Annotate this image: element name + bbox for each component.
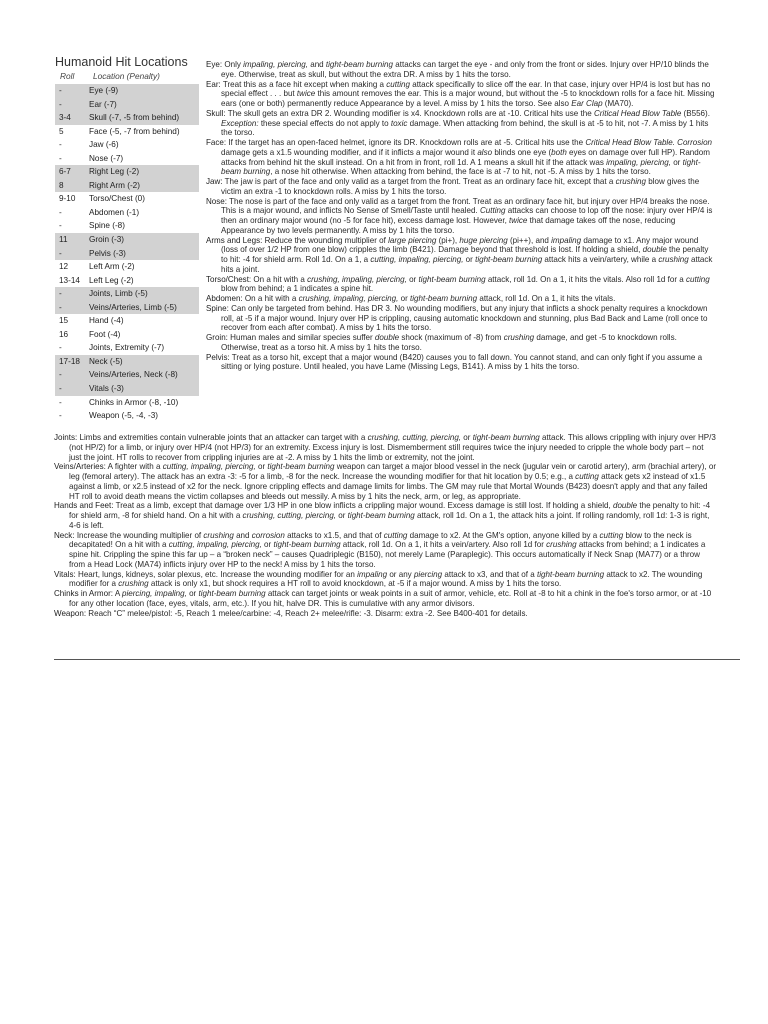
- roll-cell: -: [59, 99, 62, 109]
- table-row: [55, 165, 199, 179]
- entry-term: Hands and Feet:: [54, 501, 114, 511]
- location-cell: Jaw (-6): [89, 140, 119, 150]
- entry-body: Limbs and extremities contain vulnerable joints that an attacker can target with a crushing, cutting, piercing, or tight-beam burning attack. This allows crippling with injury over HP/3 (not HP/2) for a limb, or injury over HP/4 (not HP/3) for an extremity. Excess injury is lost. Dismemberment still requires twice the injury needed to cripple the whole body part – not just the joint. HT rolls to recover from crippling injuries are at -2. A miss by 1 hits the limb or extremity, not the joint.: [69, 433, 716, 462]
- entry-body: Reach “C” melee/pistol: -5, Reach 1 melee/carbine: -4, Reach 2+ melee/rifle: -3. Disarm: extra -2. See B400-401 for details.: [86, 608, 528, 618]
- location-cell: Veins/Arteries, Limb (-5): [89, 302, 177, 312]
- right-column-text: [206, 60, 716, 372]
- table-row: [55, 274, 199, 288]
- entry-term: Weapon:: [54, 608, 87, 618]
- entry-paragraph: [54, 609, 717, 619]
- location-cell: Abdomen (-1): [89, 207, 140, 217]
- entry-body: On a hit with a crushing, impaling, piercing, or tight-beam burning attack, roll 1d. On a 1, it hits the vitals. Also roll 1d for a cutting blow from behind; a 1 indicates a spine hit.: [221, 274, 710, 294]
- entry-paragraph: [54, 433, 717, 462]
- location-cell: Foot (-4): [89, 329, 121, 339]
- roll-cell: -: [59, 397, 62, 407]
- table-row: [55, 409, 199, 423]
- roll-cell: -: [59, 343, 62, 353]
- roll-cell: 6-7: [59, 167, 71, 177]
- roll-cell: -: [59, 248, 62, 258]
- roll-cell: 3-4: [59, 113, 71, 123]
- location-cell: Left Arm (-2): [89, 262, 135, 272]
- entry-paragraph: [206, 177, 716, 197]
- entry-body: Treat as a torso hit, except that a major wound (B420) causes you to fall down. You cannot stand, and can only fight if you assume a sitting or lying posture. Until healed, you have Lame (Missing Legs, B141). A miss by 1 hits the torso.: [221, 352, 703, 372]
- roll-cell: 15: [59, 316, 69, 326]
- entry-paragraph: [206, 60, 716, 80]
- table-row: [55, 192, 199, 206]
- table-row: [55, 287, 199, 301]
- entry-term: Chinks in Armor:: [54, 589, 114, 598]
- location-cell: Joints, Extremity (-7): [89, 343, 165, 353]
- entry-body: Heart, lungs, kidneys, solar plexus, etc. Increase the wounding modifier for an impaling or any piercing attack to x3, and that of a tight-beam burning attack to x2. The wounding modifier for a crushing attack is only x1, but shock requires a HT roll to avoid knockdown, at -5 if a major wound. A miss by 1 hits the torso.: [69, 569, 703, 589]
- roll-cell: 12: [59, 262, 69, 272]
- entry-body: Treat as a limb, except that damage over 1/3 HP in one blow inflicts a crippling major wound. Excess damage is still lost. If holding a shield, double the penalty to hit: -4 for shield arm, -8 for shield hand. On a hit with a crushing, cutting, piercing, or tight-beam burning attack, roll 1d. On a 1, the attack hits a joint. If rolling randomly, roll 1d: 1-3 is right, 4-6 is left.: [69, 501, 711, 530]
- location-cell: Skull (-7, -5 from behind): [89, 113, 180, 123]
- entry-term: Nose:: [206, 196, 228, 206]
- entry-paragraph: [54, 531, 717, 570]
- roll-cell: -: [59, 86, 62, 95]
- entry-paragraph: [206, 197, 716, 236]
- table-title: Humanoid Hit Locations: [55, 55, 188, 69]
- entry-term: Vitals:: [54, 569, 76, 579]
- table-row: [55, 233, 199, 247]
- entry-term: Arms and Legs:: [206, 235, 263, 245]
- entry-body: Only impaling, piercing, and tight-beam burning attacks can target the eye - and only from the front or sides. Injury over HP/10 blinds the eye. Otherwise, treat as skull, but without the extra DR. A miss by 1 hits the torso.: [221, 60, 709, 79]
- entry-body: A fighter with a cutting, impaling, piercing, or tight-beam burning weapon can target a major blood vessel in the neck (jugular vein or carotid artery), arm (brachial artery), or leg (femoral artery). The attack has an extra -3: -5 for a limb, -8 for the neck. Increase the wounding modifier for that hit location by 0.5; e.g., a cutting attack gets x2 instead of x1.5 against a limb, or x2.5 instead of x2 for the neck. Ignore crippling effects and damage limits for limbs. The GM may rule that Mortal Wounds (B423) doesn't apply and that any failed HT roll to avoid death means the victim collapses and bleeds out messily. A miss by 1 hits the neck, arm, or leg, as appropriate.: [69, 462, 717, 501]
- entry-term: Abdomen:: [206, 294, 243, 303]
- entry-paragraph: [206, 80, 716, 109]
- roll-cell: -: [59, 207, 62, 217]
- location-cell: Veins/Arteries, Neck (-8): [89, 370, 178, 380]
- entry-paragraph: [54, 462, 717, 501]
- roll-cell: 9-10: [59, 194, 76, 204]
- roll-cell: 17-18: [59, 356, 80, 366]
- location-cell: Spine (-8): [89, 221, 125, 231]
- entry-term: Eye:: [206, 60, 223, 69]
- location-cell: Left Leg (-2): [89, 275, 134, 285]
- location-cell: Neck (-5): [89, 356, 123, 366]
- table-row: [55, 382, 199, 396]
- table-row: [55, 260, 199, 274]
- roll-cell: -: [59, 302, 62, 312]
- entry-paragraph: [206, 304, 716, 333]
- roll-cell: 13-14: [59, 275, 80, 285]
- location-cell: Joints, Limb (-5): [89, 289, 148, 299]
- entry-body: Treat this as a face hit except when making a cutting attack specifically to slice off the ear. In that case, injury over HP/4 is lost but has no special effect . . . but twice this amount removes the ear. This is a major wound, but without the -5 to knockdown rolls for a face hit. Missing ears (one or both) permanently reduce Appearance by a level. A miss by 1 hits the torso. See also Ear Clap (MA70).: [220, 79, 715, 108]
- table-row: [55, 247, 199, 261]
- table-row: [55, 328, 199, 342]
- location-cell: Torso/Chest (0): [89, 194, 145, 204]
- roll-cell: 8: [59, 180, 64, 190]
- entry-paragraph: [54, 570, 717, 590]
- table-row: [55, 368, 199, 382]
- location-cell: Vitals (-3): [89, 384, 124, 394]
- entry-term: Veins/Arteries:: [54, 462, 106, 472]
- roll-cell: -: [59, 140, 62, 150]
- table-body: [55, 84, 199, 423]
- roll-cell: -: [59, 153, 62, 163]
- roll-cell: -: [59, 221, 62, 231]
- entry-paragraph: [206, 236, 716, 275]
- entry-paragraph: [54, 589, 717, 609]
- entry-term: Ear:: [206, 79, 221, 89]
- entry-term: Neck:: [54, 530, 75, 540]
- location-cell: Groin (-3): [89, 235, 125, 245]
- table-row: [55, 152, 199, 166]
- location-cell: Right Leg (-2): [89, 167, 140, 177]
- roll-cell: -: [59, 411, 62, 421]
- location-cell: Ear (-7): [89, 99, 117, 109]
- table-row: [55, 341, 199, 355]
- roll-cell: -: [59, 384, 62, 394]
- table-row: [55, 138, 199, 152]
- table-row: [55, 355, 199, 369]
- entry-term: Groin:: [206, 333, 228, 342]
- entry-body: Increase the wounding multiplier of crushing and corrosion attacks to x1.5, and that of cutting damage to x2. At the GM's option, anyone killed by a cutting blow to the neck is decapitated! On a hit with a cutting, impaling, piercing, or tight-beam burning attack, roll 1d. On a 1, it hits a vein/artery. Also roll 1d for crushing attacks from behind; a 1 indicates a spine hit. Crippling the spine this far up – a “broken neck” – causes Quadriplegic (B150), not merely Lame (Paraplegic). This occurs automatically if Neck Snap (MA77) or a throw from a Head Lock (MA74) inflicts injury over HP to the neck! A miss by 1 hits the torso.: [69, 530, 706, 569]
- entry-body: On a hit with a crushing, impaling, piercing, or tight-beam burning attack, roll 1d. On a 1, it hits the vitals.: [242, 294, 616, 303]
- entry-paragraph: [206, 109, 716, 138]
- entry-paragraph: [206, 138, 716, 177]
- entry-body: A piercing, impaling, or tight-beam burning attack can target joints or weak points in a suit of armor, vehicle, etc. Roll at -8 to hit a chink in the foe's torso armor, or at -10 for any other location (face, eyes, vitals, arm, etc.). If you hit, halve DR. This is cumulative with any armor divisors.: [69, 589, 712, 608]
- roll-cell: -: [59, 370, 62, 380]
- location-cell: Pelvis (-3): [89, 248, 126, 258]
- entry-body: If the target has an open-faced helmet, ignore its DR. Knockdown rolls are at -5. Critical hits use the Critical Head Blow Table. Corrosion damage gets a x1.5 wounding modifier, and if it inflicts a major wound it also blinds one eye (both eyes on damage over full HP). Random attacks from behind hit the skull instead. On a hit from in front, roll 1d. A 1 means a skull hit if the attack was impaling, piercing, or tight-beam burning, a nose hit otherwise. When attacking from behind, the face is at -7 to hit, not -5. A miss by 1 hits the torso.: [221, 138, 713, 177]
- entry-term: Jaw:: [206, 177, 223, 186]
- horizontal-rule: [54, 659, 740, 660]
- entry-body: Human males and similar species suffer double shock (maximum of -8) from crushing damage, and get -5 to knockdown rolls. Otherwise, treat as a torso hit. A miss by 1 hits the torso.: [221, 333, 677, 352]
- table-row: [55, 301, 199, 315]
- roll-cell: 5: [59, 126, 64, 136]
- location-cell: Chinks in Armor (-8, -10): [89, 397, 179, 407]
- entry-paragraph: [206, 275, 716, 295]
- location-column-header: Location (Penalty): [93, 71, 160, 81]
- entry-body: The skull gets an extra DR 2. Wounding modifier is x4. Knockdown rolls are at -10. Critical hits use the Critical Head Blow Table (B556). Exception: these special effects do not apply to toxic damage. When attacking from behind, the skull is at -5 to hit, not -7. A miss by 1 hits the torso.: [221, 108, 710, 138]
- table-row: [55, 206, 199, 220]
- entry-paragraph: [206, 294, 716, 304]
- table-row: [55, 219, 199, 233]
- table-row: [55, 84, 199, 98]
- roll-column-header: Roll: [60, 71, 75, 81]
- entry-term: Joints:: [54, 433, 78, 442]
- location-cell: Eye (-9): [89, 86, 119, 95]
- entry-term: Skull:: [206, 108, 226, 118]
- hit-location-table: [55, 55, 199, 423]
- location-cell: Weapon (-5, -4, -3): [89, 411, 159, 421]
- entry-term: Pelvis:: [206, 352, 230, 362]
- table-row: [55, 396, 199, 410]
- location-cell: Right Arm (-2): [89, 180, 140, 190]
- entry-term: Spine:: [206, 303, 229, 313]
- table-row: [55, 98, 199, 112]
- table-row: [55, 111, 199, 125]
- roll-cell: -: [59, 289, 62, 299]
- entry-term: Face:: [206, 138, 227, 147]
- bottom-text: [54, 433, 717, 618]
- table-row: [55, 179, 199, 193]
- entry-body: Reduce the wounding multiplier of large piercing (pi+), huge piercing (pi++), and impaling damage to x1. Any major wound (loss of over 1/2 HP from one blow) cripples the limb (B421). Damage beyond that threshold is lost. If holding a shield, double the penalty to hit: -4 for shield arm. Roll 1d. On a 1, a cutting, impaling, piercing, or tight-beam burning attack hits a vein/artery, while a crushing attack hits a joint.: [221, 235, 713, 274]
- entry-paragraph: [54, 501, 717, 530]
- table-row: [55, 125, 199, 139]
- roll-cell: 11: [59, 235, 68, 245]
- entry-body: The jaw is part of the face and only valid as a target from the front. Treat as an ordinary face hit, except that a crushing blow gives the victim an extra -1 to knockdown rolls. A miss by 1 hits the torso.: [221, 177, 700, 196]
- table-row: [55, 314, 199, 328]
- entry-paragraph: [206, 333, 716, 353]
- entry-paragraph: [206, 353, 716, 373]
- location-cell: Hand (-4): [89, 316, 124, 326]
- location-cell: Nose (-7): [89, 153, 124, 163]
- roll-cell: 16: [59, 329, 69, 339]
- entry-body: The nose is part of the face and only valid as a target from the front. Treat as an ordinary face hit, but injury over HP/4 breaks the nose. This is a major wound, and inflicts No Sense of Smell/Taste until healed. Cutting attacks can choose to lop off the nose: injury over HP/4 is then an ordinary major wound (no -5 for face hit), excess damage lost. However, twice that damage takes off the nose, reducing Appearance by two levels permanently. A miss by 1 hits the torso.: [221, 196, 713, 235]
- entry-body: Can only be targeted from behind. Has DR 3. No wounding modifiers, but any injury that inflicts a shock penalty requires a knockdown roll, at -5 if a major wound. Injury over HP is crippling, causing automatic knockdown and stunning, plus Bad Back and Lame (roll once to recover from each after combat). A miss by 1 hits the torso.: [221, 303, 708, 333]
- entry-term: Torso/Chest:: [206, 274, 252, 284]
- table-header: [55, 70, 199, 82]
- location-cell: Face (-5, -7 from behind): [89, 126, 180, 136]
